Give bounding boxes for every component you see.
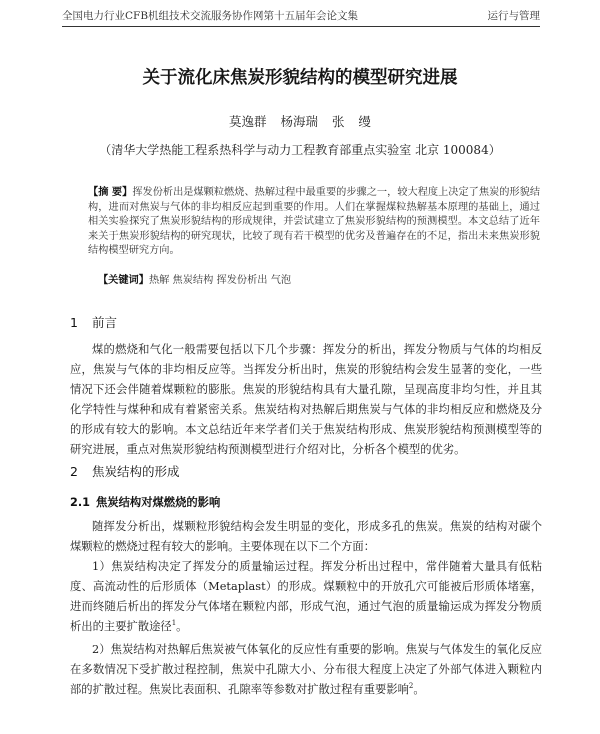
introduction-paragraph: 煤的燃烧和气化一般需要包括以下几个步骤：挥发分的析出，挥发分物质与气体的均相反应，焦炭与气体的非均相反应等。当挥发分析出时，焦炭的形貌结构会发生显著的变化，一些情况下还会伴随着煤颗粒的膨胀。焦炭的形貌结构具有大量孔隙，呈现高度非均匀性，并且其化学特性与煤种和成有着紧密关系。焦炭结构对热解后期焦炭与气体的非均相反应和燃烧及分的形成有较大的影响。本文总结近年来学者们关于焦炭结构形成、焦炭形貌结构预测模型等的研究进展，重点对焦炭形貌结构预测模型进行介绍对比，分析各个模型的优劣。 xyxy=(70,343,542,456)
abstract xyxy=(88,185,540,259)
paragraph-text: 2）焦炭结构对热解后焦炭被气体氧化的反应性有重要的影响。焦炭与气体发生的氧化反应在多数情况下受扩散过程控制，焦炭中孔隙大小、分布很大程度上决定了外部气体进入颗粒内部的扩散过程。焦炭比表面积、孔隙率等参数对扩散过程有重要影响 xyxy=(70,643,542,696)
section-number: 1 xyxy=(70,315,78,330)
author-list xyxy=(40,112,560,130)
affiliation: （清华大学热能工程系热科学与动力工程教育部重点实验室 北京 100084） xyxy=(99,143,501,157)
section-heading-introduction xyxy=(70,313,117,331)
section-title: 前言 xyxy=(92,315,118,330)
author-name: 杨海瑞 xyxy=(280,114,319,129)
header-divider xyxy=(62,26,540,27)
keywords-label: 【关键词】 xyxy=(98,274,149,286)
running-header xyxy=(62,8,540,26)
body-paragraph-point-1 xyxy=(70,557,542,637)
section-heading-char-structure xyxy=(70,462,180,480)
abstract-text: 挥发份析出是煤颗粒燃烧、热解过程中最重要的步骤之一，较大程度上决定了焦炭的形貌结构，进而对焦炭与气体的非均相反应起到重要的作用。人们在掌握煤粒热解基本原理的基础上，通过相关实验探究了焦炭形貌结构的形成规律，并尝试建立了焦炭形貌结构的预测模型。本文总结了近年来关于焦炭形貌结构的研究现状，比较了现有若干模型的优劣及普遍存在的不足，指出未来焦炭形貌结构模型研究方向。 xyxy=(88,187,541,257)
keywords xyxy=(98,271,540,286)
author-name: 张 缦 xyxy=(332,114,371,129)
subsection-title: 焦炭结构对煤燃烧的影响 xyxy=(96,496,221,509)
paragraph-text: 1）焦炭结构决定了挥发分的质量输运过程。挥发分析出过程中，常伴随着大量具有低粘度、高流动性的后形质体（Metaplast）的形成。煤颗粒中的开放孔穴可能被后形质体堵塞，进而终随后析出的挥发分气体堵在颗粒内部，形成气泡，通过气泡的质量输运成为挥发分物质析出的主要扩散途径 xyxy=(70,560,542,633)
body-paragraph-point-2 xyxy=(70,640,542,700)
section-number: 2 xyxy=(70,464,78,479)
author-name: 莫逸群 xyxy=(229,114,267,129)
citation-ref: 2 xyxy=(408,682,414,691)
paragraph-end: 。 xyxy=(176,620,188,633)
section-title: 焦炭结构的形成 xyxy=(92,464,180,479)
abstract-label: 【摘 要】 xyxy=(88,186,133,198)
body-paragraph: 随挥发分析出，煤颗粒形貌结构会发生明显的变化，形成多孔的焦炭。焦炭的结构对碳个煤颗粒的燃烧过程有较大的影响。主要体现在以下二个方面： xyxy=(70,520,542,553)
citation-ref: 1 xyxy=(171,619,177,628)
subsection-heading xyxy=(70,494,220,510)
subsection-number: 2.1 xyxy=(70,496,91,509)
paragraph-end: 。 xyxy=(413,683,425,696)
running-header-right: 运行与管理 xyxy=(487,10,540,22)
keywords-text: 热解 焦炭结构 挥发份析出 气泡 xyxy=(148,275,292,286)
paper-title: 关于流化床焦炭形貌结构的模型研究进展 xyxy=(142,68,458,88)
running-header-left: 全国电力行业CFB机组技术交流服务协作网第十五届年会论文集 xyxy=(62,10,359,22)
